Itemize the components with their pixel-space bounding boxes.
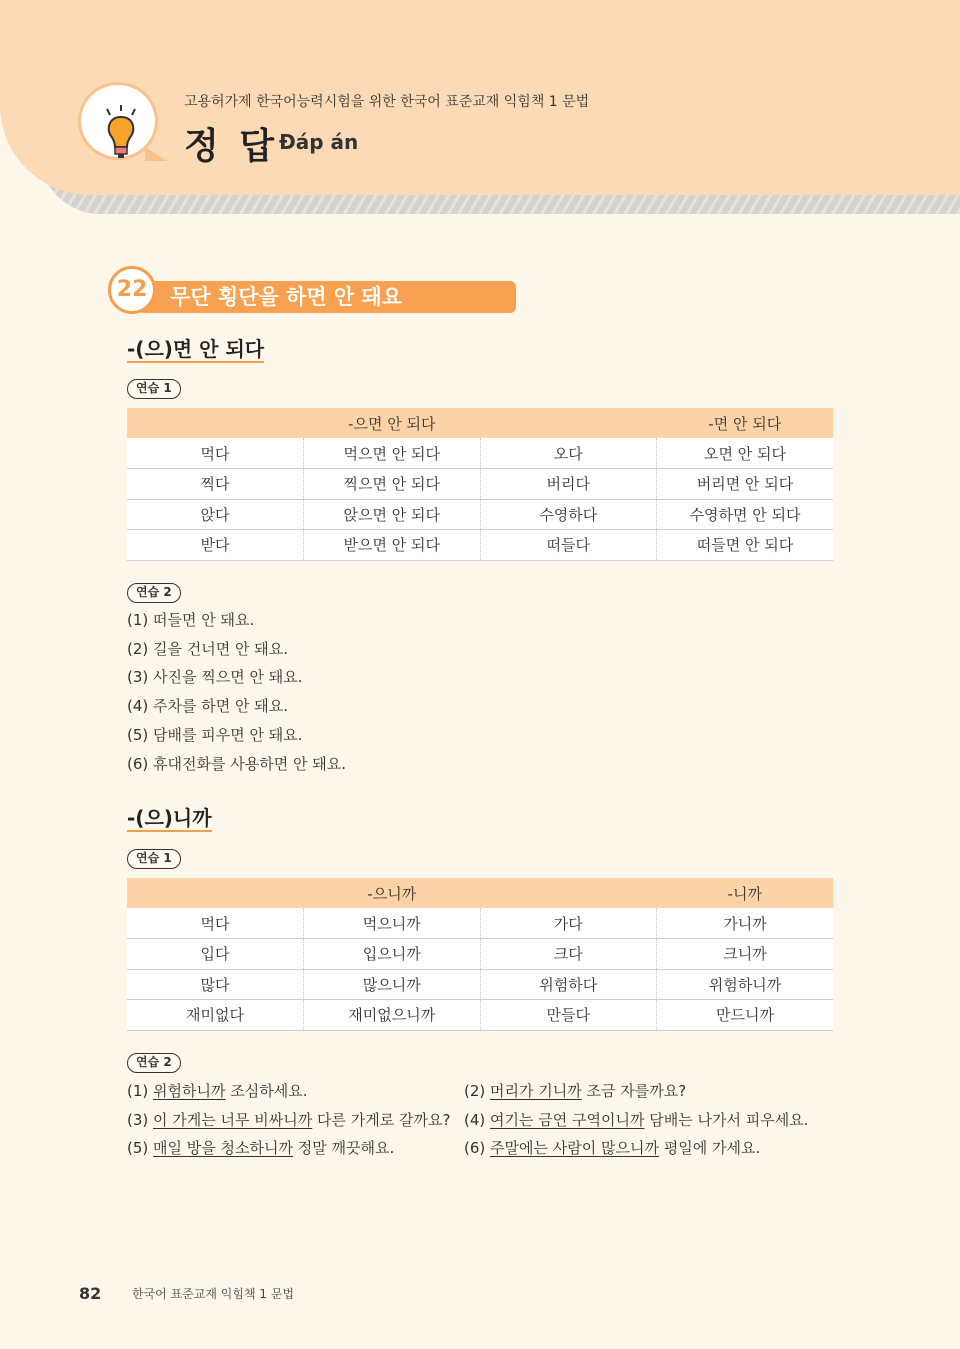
table-cell: 받으면 안 되다 [304, 530, 481, 561]
answer-table-2 [127, 878, 833, 1031]
answer-item [127, 1077, 307, 1106]
answer-underlined: 위험하니까 [153, 1082, 226, 1100]
header-banner [0, 0, 960, 195]
table-cell: 크다 [480, 939, 657, 970]
answer-item: (1) 떠들면 안 돼요. [127, 611, 255, 629]
lesson-title: 무단 횡단을 하면 안 돼요 [138, 281, 516, 313]
table-cell: 수영하면 안 되다 [657, 499, 834, 530]
table-cell: 찍으면 안 되다 [304, 469, 481, 500]
grammar-heading-2: -(으)니까 [127, 806, 212, 830]
answer-number: (5) [127, 1139, 149, 1157]
exercise-tag: 연습 1 [127, 379, 181, 399]
table-row [127, 969, 833, 1000]
table-cell: 앉으면 안 되다 [304, 499, 481, 530]
answer-item [464, 1134, 760, 1163]
table-cell: 찍다 [127, 469, 304, 500]
answer-item [127, 1134, 394, 1163]
table-cell: 만들다 [480, 1000, 657, 1031]
answer-list-1 [127, 606, 346, 778]
table-cell: 받다 [127, 530, 304, 561]
table-row [127, 530, 833, 561]
answer-rest: 다른 가게로 갈까요? [317, 1111, 451, 1129]
table-cell: 오면 안 되다 [657, 438, 834, 469]
answer-underlined: 주말에는 사람이 많으니까 [490, 1139, 659, 1157]
answer-item: (4) 주차를 하면 안 돼요. [127, 697, 289, 716]
answer-item [127, 1106, 450, 1135]
answer-item: (3) 사진을 찍으면 안 돼요. [127, 668, 303, 687]
answer-rest: 평일에 가세요. [663, 1139, 761, 1157]
answer-rest: 조금 자를까요? [586, 1082, 687, 1100]
table-cell: 먹으니까 [304, 908, 481, 939]
table-row [127, 469, 833, 500]
answer-item: (6) 휴대전화를 사용하면 안 돼요. [127, 754, 346, 773]
table-header: -니까 [657, 878, 834, 908]
table-cell: 버리면 안 되다 [657, 469, 834, 500]
table-cell: 앉다 [127, 499, 304, 530]
page-title: 정 답 [184, 126, 279, 167]
table-cell: 먹다 [127, 438, 304, 469]
answer-number: (6) [464, 1139, 486, 1157]
answer-rest: 조심하세요. [230, 1082, 308, 1100]
table-cell: 위험하니까 [657, 969, 834, 1000]
answer-underlined: 머리가 기니까 [490, 1082, 582, 1100]
table-cell: 많으니까 [304, 969, 481, 1000]
grammar-heading-1: -(으)면 안 되다 [127, 337, 265, 361]
answer-item [464, 1077, 686, 1106]
table-header: -으면 안 되다 [127, 408, 657, 438]
table-row [127, 438, 833, 469]
answer-rest: 정말 깨끗해요. [297, 1139, 395, 1157]
table-cell: 입다 [127, 939, 304, 970]
answer-item: (2) 길을 건너면 안 돼요. [127, 639, 289, 658]
table-cell: 크니까 [657, 939, 834, 970]
book-subtitle: 고용허가제 한국어능력시험을 위한 한국어 표준교재 익힘책 1 문법 [184, 94, 590, 110]
table-cell: 떠들다 [480, 530, 657, 561]
table-cell: 먹으면 안 되다 [304, 438, 481, 469]
table-cell: 재미없으니까 [304, 1000, 481, 1031]
page-number: 82 [79, 1284, 102, 1303]
table-cell: 오다 [480, 438, 657, 469]
lesson-number: 22 [108, 266, 156, 314]
answer-number: (2) [464, 1082, 486, 1100]
lightbulb-badge [78, 82, 158, 160]
table-cell: 가니까 [657, 908, 834, 939]
answer-item [464, 1106, 808, 1135]
table-row [127, 939, 833, 970]
table-cell: 먹다 [127, 908, 304, 939]
answer-underlined: 매일 방을 청소하니까 [153, 1139, 293, 1157]
table-cell: 가다 [480, 908, 657, 939]
page-title-vietnamese: Đáp án [279, 130, 359, 154]
exercise-tag: 연습 1 [127, 849, 181, 869]
table-cell: 재미없다 [127, 1000, 304, 1031]
table-cell: 만드니까 [657, 1000, 834, 1031]
table-header: -으니까 [127, 878, 657, 908]
exercise-tag: 연습 2 [127, 583, 181, 603]
answer-underlined: 여기는 금연 구역이니까 [490, 1111, 645, 1129]
table-cell: 입으니까 [304, 939, 481, 970]
table-cell: 버리다 [480, 469, 657, 500]
table-cell: 떠들면 안 되다 [657, 530, 834, 561]
answer-item: (5) 담배를 피우면 안 돼요. [127, 725, 303, 744]
exercise-tag: 연습 2 [127, 1053, 181, 1073]
table-row [127, 908, 833, 939]
lightbulb-icon [103, 105, 139, 161]
answer-number: (1) [127, 1082, 149, 1100]
table-row [127, 1000, 833, 1031]
footer-book-title: 한국어 표준교재 익힘책 1 문법 [132, 1287, 294, 1301]
answer-underlined: 이 가게는 너무 비싸니까 [153, 1111, 313, 1129]
table-cell: 위험하다 [480, 969, 657, 1000]
answer-number: (3) [127, 1111, 149, 1129]
table-row [127, 499, 833, 530]
answer-rest: 담배는 나가서 피우세요. [649, 1111, 809, 1129]
answer-table-1 [127, 408, 833, 561]
table-cell: 많다 [127, 969, 304, 1000]
table-header: -면 안 되다 [657, 408, 834, 438]
answer-number: (4) [464, 1111, 486, 1129]
table-cell: 수영하다 [480, 499, 657, 530]
